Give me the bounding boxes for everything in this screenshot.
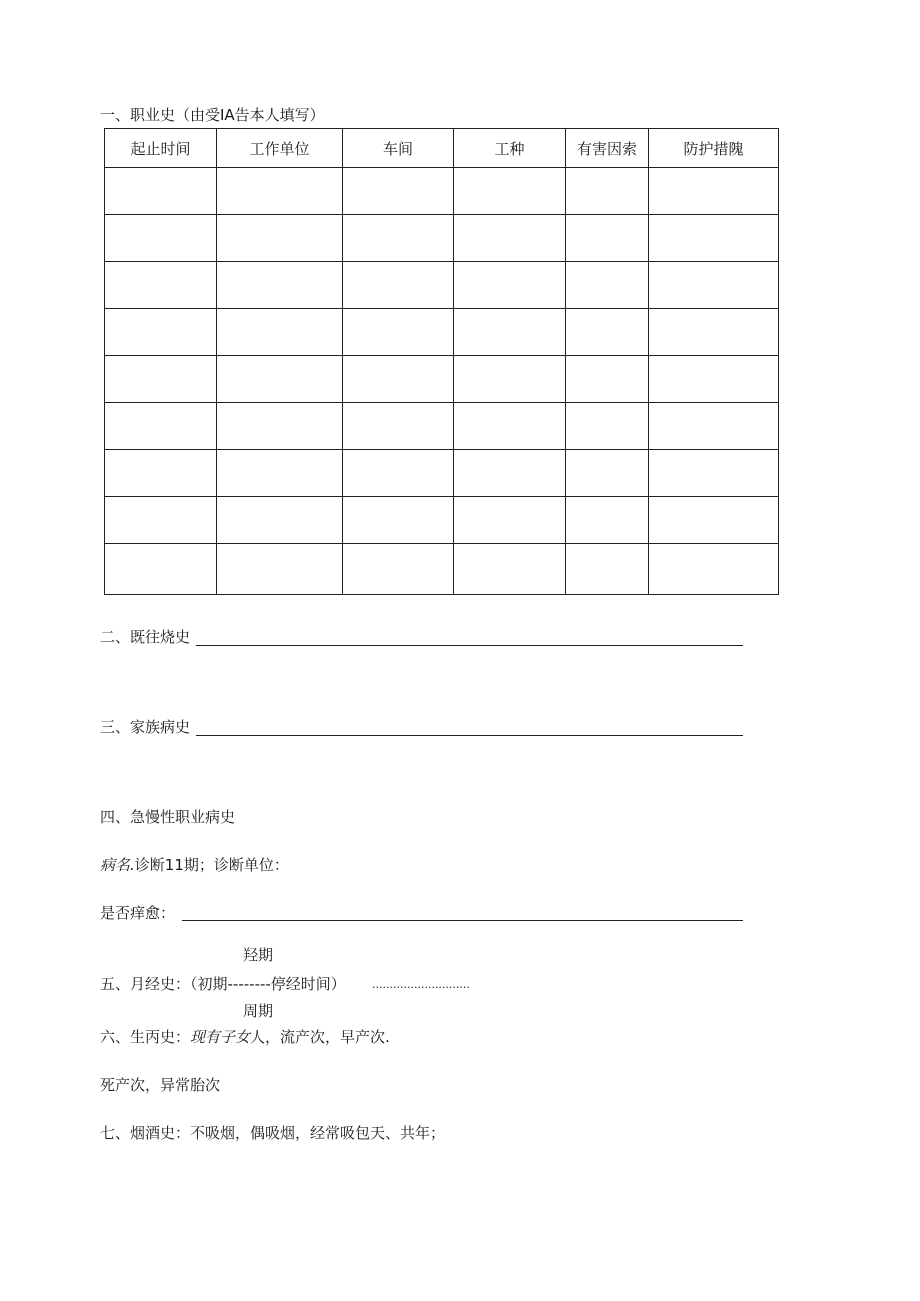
table-cell[interactable] [566, 544, 649, 595]
table-cell[interactable] [105, 215, 217, 262]
table-cell[interactable] [105, 544, 217, 595]
table-cell[interactable] [454, 497, 566, 544]
table-row [105, 262, 779, 309]
family-history-field[interactable] [196, 735, 743, 736]
table-cell[interactable] [343, 168, 454, 215]
header-hazard-factors: 有害因索 [566, 129, 649, 168]
table-cell[interactable] [105, 450, 217, 497]
disease-name-line [100, 858, 289, 873]
menstrual-above-label: 羟期 [243, 946, 274, 964]
table-cell[interactable] [105, 309, 217, 356]
table-cell[interactable] [649, 356, 779, 403]
table-cell[interactable] [454, 356, 566, 403]
table-cell[interactable] [343, 544, 454, 595]
table-row [105, 403, 779, 450]
table-cell[interactable] [454, 450, 566, 497]
table-cell[interactable] [343, 450, 454, 497]
table-cell[interactable] [566, 262, 649, 309]
table-cell[interactable] [217, 544, 343, 595]
table-cell[interactable] [454, 309, 566, 356]
reproductive-history-rest: 人，流产次，早产次. [250, 1028, 390, 1046]
table-cell[interactable] [217, 497, 343, 544]
table-row [105, 356, 779, 403]
table-cell[interactable] [105, 497, 217, 544]
table-row [105, 168, 779, 215]
table-cell[interactable] [566, 497, 649, 544]
header-start-end-time: 起止时间 [105, 129, 217, 168]
table-cell[interactable] [454, 168, 566, 215]
table-cell[interactable] [105, 356, 217, 403]
header-workshop: 车间 [343, 129, 454, 168]
table-row [105, 497, 779, 544]
table-cell[interactable] [217, 309, 343, 356]
menstrual-cycle-label: 周期 [243, 1002, 274, 1020]
table-cell[interactable] [105, 403, 217, 450]
reproductive-history-line2: 死产次，异常胎次 [100, 1076, 221, 1094]
table-cell[interactable] [217, 262, 343, 309]
disease-name-label: 病名. [100, 856, 135, 874]
table-row [105, 450, 779, 497]
table-cell[interactable] [649, 403, 779, 450]
table-row [105, 309, 779, 356]
table-cell[interactable] [566, 450, 649, 497]
table-cell[interactable] [343, 262, 454, 309]
table-cell[interactable] [454, 544, 566, 595]
table-header-row [105, 129, 779, 168]
table-row [105, 544, 779, 595]
cured-field[interactable] [182, 920, 743, 921]
table-cell[interactable] [217, 403, 343, 450]
diagnosis-line-text: 诊断11期；诊断单位： [134, 856, 289, 874]
table-cell[interactable] [454, 403, 566, 450]
table-cell[interactable] [343, 215, 454, 262]
header-job-type: 工种 [454, 129, 566, 168]
table-cell[interactable] [649, 262, 779, 309]
menstrual-history-line [100, 977, 346, 992]
table-row [105, 215, 779, 262]
reproductive-history-line [100, 1030, 390, 1045]
table-cell[interactable] [343, 309, 454, 356]
table-cell[interactable] [217, 168, 343, 215]
table-cell[interactable] [566, 215, 649, 262]
table-cell[interactable] [454, 215, 566, 262]
table-cell[interactable] [649, 450, 779, 497]
current-children-label: 现有子女 [190, 1028, 251, 1046]
table-cell[interactable] [649, 544, 779, 595]
table-cell[interactable] [343, 403, 454, 450]
past-medical-history-field[interactable] [196, 645, 743, 646]
table-cell[interactable] [649, 168, 779, 215]
table-cell[interactable] [217, 356, 343, 403]
section-occupational-history-title: 一、职业史（由受IA告本人填写） [100, 106, 325, 124]
section-family-history-label: 三、家族病史 [100, 718, 191, 736]
table-cell[interactable] [343, 497, 454, 544]
table-cell[interactable] [649, 497, 779, 544]
table-cell[interactable] [454, 262, 566, 309]
table-cell[interactable] [105, 262, 217, 309]
occupational-history-table [104, 128, 779, 595]
table-cell[interactable] [649, 215, 779, 262]
table-cell[interactable] [217, 450, 343, 497]
table-cell[interactable] [217, 215, 343, 262]
section-occupational-disease-label: 四、急慢性职业病史 [100, 808, 236, 826]
smoking-drinking-history-label: 七、烟酒史：不吸烟，偶吸烟，经常吸包天、共年； [100, 1124, 446, 1142]
table-cell[interactable] [343, 356, 454, 403]
table-cell[interactable] [566, 403, 649, 450]
cured-label: 是否痒愈： [100, 904, 176, 922]
table-cell[interactable] [566, 356, 649, 403]
header-work-unit: 工作单位 [217, 129, 343, 168]
table-cell[interactable] [105, 168, 217, 215]
header-protective-measures: 防护措隗 [649, 129, 779, 168]
table-cell[interactable] [649, 309, 779, 356]
table-cell[interactable] [566, 168, 649, 215]
menstrual-history-label: 五、月经史：（初期--------停经时间） [100, 975, 346, 993]
menstrual-dots-field[interactable]: ............................ [372, 978, 470, 991]
section-past-medical-history-label: 二、既往烧史 [100, 628, 191, 646]
reproductive-history-prefix: 六、生丙史： [100, 1028, 191, 1046]
table-cell[interactable] [566, 309, 649, 356]
